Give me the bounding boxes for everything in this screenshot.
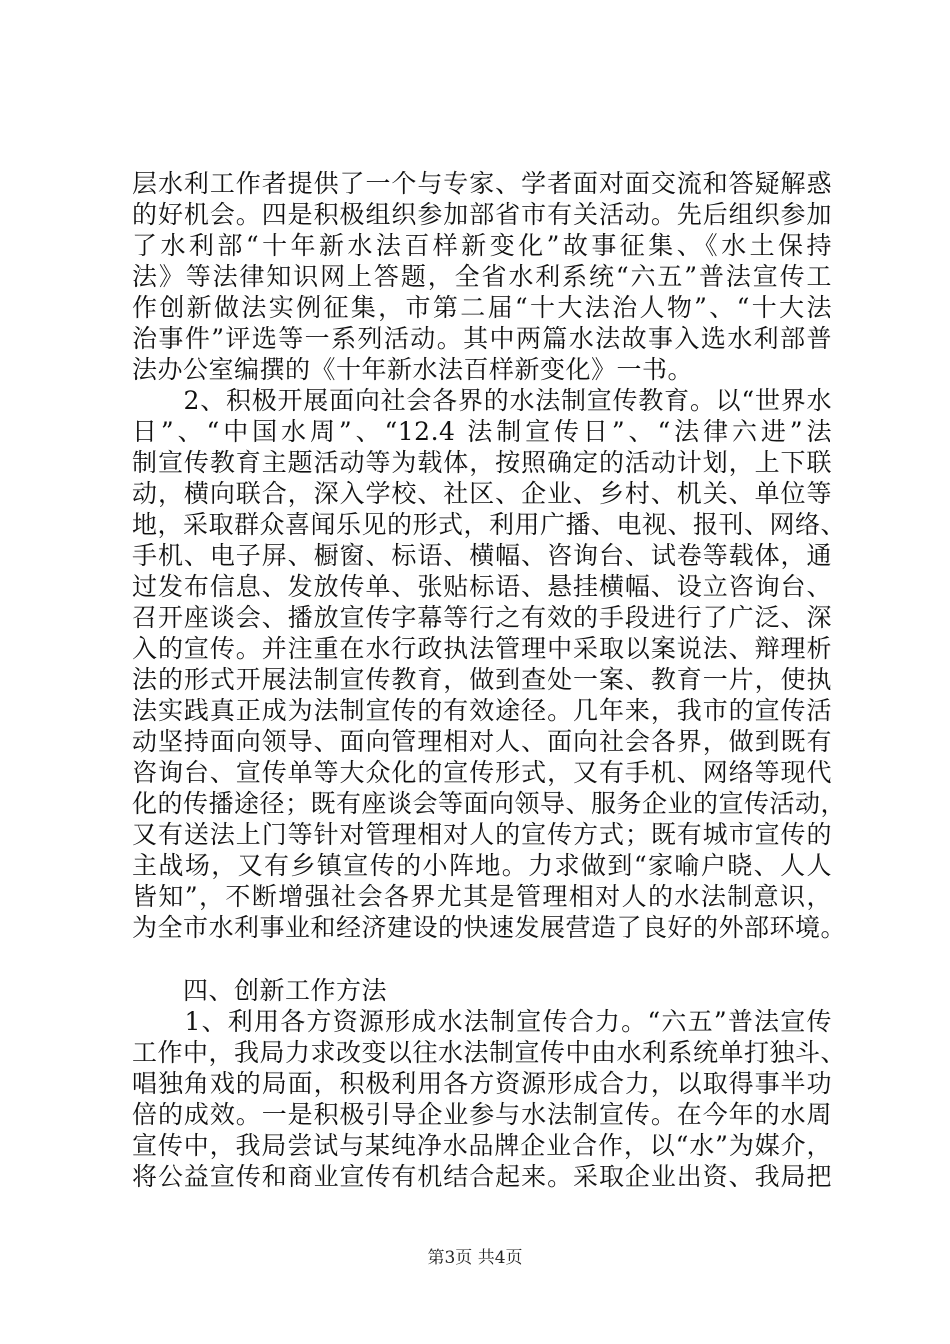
text-line: 1、利用各方资源形成水法制宣传合力。“六五”普法宣传 [132,1007,832,1036]
text-line: 手机、电子屏、橱窗、标语、横幅、咨询台、试卷等载体，通 [132,541,832,570]
text-line: 动坚持面向领导、面向管理相对人、面向社会各界，做到既有 [132,727,832,756]
text-line: 过发布信息、发放传单、张贴标语、悬挂横幅、设立咨询台、 [132,572,832,601]
text-line: 层水利工作者提供了一个与专家、学者面对面交流和答疑解惑 [132,169,832,198]
text-line: 制宣传教育主题活动等为载体，按照确定的活动计划，上下联 [132,448,832,477]
text-line: 唱独角戏的局面，积极利用各方资源形成合力，以取得事半功 [132,1069,832,1098]
text-line: 法办公室编撰的《十年新水法百样新变化》一书。 [132,355,694,384]
text-line: 入的宣传。并注重在水行政执法管理中采取以案说法、辩理析 [132,634,832,663]
text-line: 法》等法律知识网上答题，全省水利系统“六五”普法宣传工 [132,262,832,291]
text-line: 召开座谈会、播放宣传字幕等行之有效的手段进行了广泛、深 [132,603,832,632]
text-line: 工作中，我局力求改变以往水法制宣传中由水利系统单打独斗、 [132,1038,847,1067]
section-heading: 四、创新工作方法 [132,976,388,1005]
text-line: 作创新做法实例征集，市第二届“十大法治人物”、“十大法 [132,293,832,322]
text-line: 皆知”，不断增强社会各界尤其是管理相对人的水法制意识， [132,882,832,911]
text-line: 法实践真正成为法制宣传的有效途径。几年来，我市的宣传活 [132,696,832,725]
page-number: 第3页 共4页 [427,1248,523,1268]
text-line: 动，横向联合，深入学校、社区、企业、乡村、机关、单位等 [132,479,832,508]
text-line: 法的形式开展法制宣传教育，做到查处一案、教育一片，使执 [132,665,832,694]
text-line: 日”、“中国水周”、“12.4 法制宣传日”、“法律六进”法 [132,417,832,446]
document-body [132,168,847,1192]
text-line: 宣传中，我局尝试与某纯净水品牌企业合作，以“水”为媒介， [132,1131,832,1160]
text-line: 为全市水利事业和经济建设的快速发展营造了良好的外部环境。 [132,913,847,942]
text-line: 地，采取群众喜闻乐见的形式，利用广播、电视、报刊、网络、 [132,510,847,539]
text-line: 倍的成效。一是积极引导企业参与水法制宣传。在今年的水周 [132,1100,832,1129]
text-line: 2、积极开展面向社会各界的水法制宣传教育。以“世界水 [132,386,832,415]
text-line: 咨询台、宣传单等大众化的宣传形式，又有手机、网络等现代 [132,758,832,787]
text-line: 了水利部“十年新水法百样新变化”故事征集、《水土保持 [132,231,832,260]
text-line: 化的传播途径；既有座谈会等面向领导、服务企业的宣传活动， [132,789,847,818]
text-line: 又有送法上门等针对管理相对人的宣传方式；既有城市宣传的 [132,820,832,849]
text-line: 的好机会。四是积极组织参加部省市有关活动。先后组织参加 [132,200,832,229]
paragraph-gap [132,943,832,975]
text-line: 将公益宣传和商业宣传有机结合起来。采取企业出资、我局把 [132,1162,832,1191]
text-line: 治事件”评选等一系列活动。其中两篇水法故事入选水利部普 [132,324,832,353]
text-line: 主战场，又有乡镇宣传的小阵地。力求做到“家喻户晓、人人 [132,851,832,880]
